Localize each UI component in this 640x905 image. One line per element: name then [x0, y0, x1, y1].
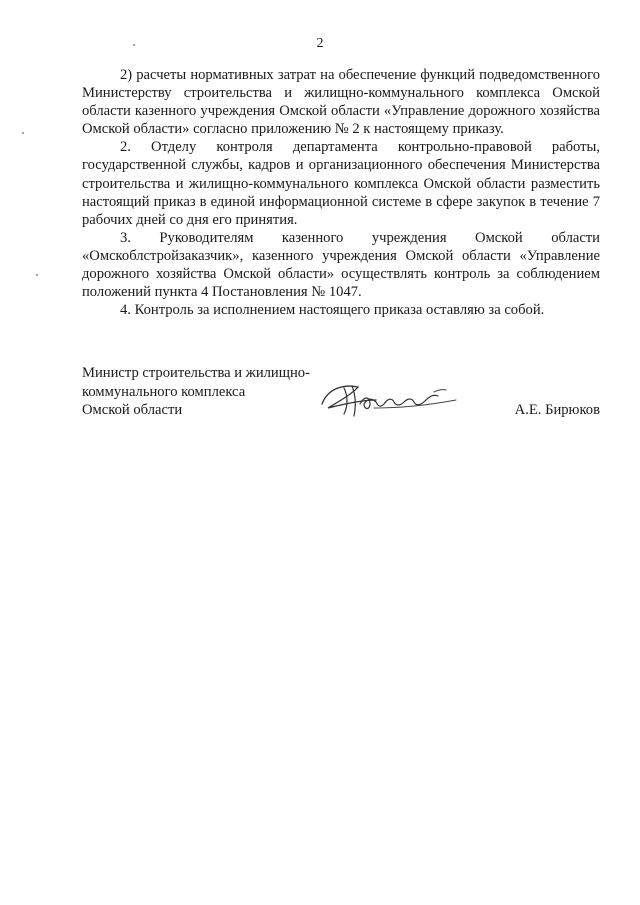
paragraph-control-institutions: 3. Руководителям казенного учреждения Омской области «Омскоблстройзаказчик», казенного учреждения Омской области «Управление дорожного хозяйства Омской области» осуществлять контроль за соблюдением положений пункта 4 Постановления № 1047. [82, 229, 600, 301]
paragraph-calculations: 2) расчеты нормативных затрат на обеспечение функций подведомственного Министерству строительства и жилищно-коммунального комплекса Омской области казенного учреждения Омской области «Управление дорожного хозяйства Омской области» согласно приложению № 2 к настоящему приказу. [82, 67, 600, 138]
signature-block [82, 364, 600, 424]
scan-speck [133, 44, 135, 46]
page-number: 2 [316, 36, 324, 51]
paragraph-publication: 2. Отделу контроля департамента контрольно-правовой работы, государственной службы, кадров и организационного обеспечения Министерства строительства и жилищно-коммунального комплекса Омской области разместить настоящий приказ в единой информационной системе в сфере закупок в течение 7 рабочих дней со дня его принятия. [82, 139, 600, 228]
signer-title-line: Омской области [82, 402, 183, 418]
paragraph-control-order: 4. Контроль за исполнением настоящего приказа оставляю за собой. [120, 302, 545, 319]
signer-name: А.Е. Бирюков [514, 402, 600, 418]
scan-speck [22, 132, 24, 134]
signer-title-line: коммунального комплекса [82, 383, 246, 400]
handwritten-signature [314, 378, 464, 420]
signer-title-line: Министр строительства и жилищно- [82, 365, 310, 381]
signer-title [82, 364, 342, 420]
scan-speck [36, 274, 38, 276]
document-body [82, 66, 600, 319]
